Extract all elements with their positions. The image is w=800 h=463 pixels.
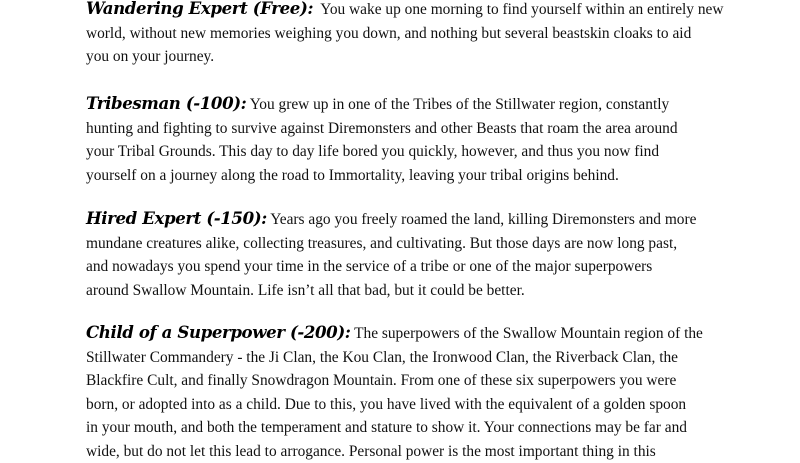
document-page [86, 0, 726, 450]
origin-text-line: You grew up in one of the Tribes of the Stillwater region, constantly [250, 96, 670, 113]
origin-text-line: hunting and fighting to survive against Diremonsters and other Beasts that roam the area around [86, 117, 726, 141]
origin-text-line: Stillwater Commandery - the Ji Clan, the Kou Clan, the Ironwood Clan, the Riverback Clan, the [86, 346, 726, 370]
entry-first-line [86, 321, 726, 346]
origin-title: Wandering Expert (Free): [86, 0, 313, 18]
origin-text-line: wide, but do not let this lead to arrogance. Personal power is the most important thing in this [86, 440, 726, 463]
origin-text-line: Blackfire Cult, and finally Snowdragon Mountain. From one of these six superpowers you were [86, 369, 726, 393]
origin-text-line: you on your journey. [86, 45, 726, 69]
origin-text-line: yourself on a journey along the road to Immortality, leaving your tribal origins behind. [86, 164, 726, 188]
origin-child-of-superpower [86, 321, 726, 463]
origin-title: Tribesman (-100): [86, 93, 246, 113]
origin-text-line: world, without new memories weighing you down, and nothing but several beastskin cloaks to aid [86, 22, 726, 46]
origin-hired-expert [86, 207, 726, 302]
origin-wandering-expert [86, 0, 726, 69]
origin-tribesman [86, 92, 726, 187]
entry-first-line [86, 0, 726, 22]
origin-text-line: You wake up one morning to find yourself within an entirely new [320, 1, 723, 18]
origin-text-line: mundane creatures alike, collecting treasures, and cultivating. But those days are now long past, [86, 232, 726, 256]
origin-text-line: born, or adopted into as a child. Due to this, you have lived with the equivalent of a golden spoon [86, 393, 726, 417]
origin-text-line: around Swallow Mountain. Life isn’t all that bad, but it could be better. [86, 279, 726, 303]
origin-text-line: Years ago you freely roamed the land, killing Diremonsters and more [270, 211, 696, 228]
origin-text-line: your Tribal Grounds. This day to day life bored you quickly, however, and thus you now find [86, 140, 726, 164]
entry-first-line [86, 207, 726, 232]
origin-text-line: and nowadays you spend your time in the service of a tribe or one of the major superpowers [86, 255, 726, 279]
origin-text-line: The superpowers of the Swallow Mountain region of the [354, 325, 703, 342]
origin-text-line: in your mouth, and both the temperament and stature to show it. Your connections may be far and [86, 416, 726, 440]
origin-title: Child of a Superpower (-200): [86, 322, 351, 342]
origin-title: Hired Expert (-150): [86, 208, 267, 228]
entry-first-line [86, 92, 726, 117]
